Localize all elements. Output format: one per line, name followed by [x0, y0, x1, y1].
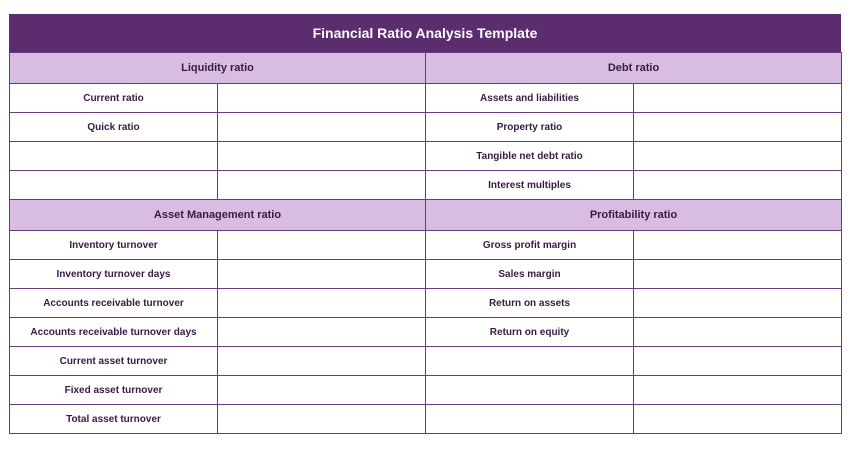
ratio-value-cell-right[interactable] [634, 113, 842, 142]
ratio-value-cell-left[interactable] [218, 113, 426, 142]
section-header-row [10, 200, 842, 231]
table-row [10, 84, 842, 113]
ratio-label-left: Inventory turnover days [10, 260, 218, 289]
ratio-label-right: Sales margin [426, 260, 634, 289]
ratio-label-left [10, 142, 218, 171]
table-row [10, 231, 842, 260]
ratio-value-cell-left[interactable] [218, 171, 426, 200]
ratio-label-left: Quick ratio [10, 113, 218, 142]
ratio-label-right: Return on equity [426, 318, 634, 347]
ratio-value-cell-left[interactable] [218, 289, 426, 318]
ratio-value-cell-right[interactable] [634, 376, 842, 405]
ratio-value-cell-left[interactable] [218, 318, 426, 347]
ratio-value-cell-right[interactable] [634, 405, 842, 434]
ratio-label-left: Current ratio [10, 84, 218, 113]
ratio-label-left: Fixed asset turnover [10, 376, 218, 405]
table-row [10, 171, 842, 200]
ratio-label-right [426, 347, 634, 376]
ratio-label-left: Total asset turnover [10, 405, 218, 434]
ratio-label-right [426, 376, 634, 405]
section-heading-left: Liquidity ratio [10, 53, 426, 84]
ratio-label-left: Inventory turnover [10, 231, 218, 260]
ratio-label-right [426, 405, 634, 434]
table-row [10, 318, 842, 347]
ratio-value-cell-right[interactable] [634, 231, 842, 260]
ratio-value-cell-left[interactable] [218, 347, 426, 376]
ratio-label-right: Return on assets [426, 289, 634, 318]
section-header-row [10, 53, 842, 84]
ratio-label-left: Current asset turnover [10, 347, 218, 376]
table-row [10, 347, 842, 376]
table-row [10, 376, 842, 405]
ratio-label-right: Assets and liabilities [426, 84, 634, 113]
ratio-value-cell-left[interactable] [218, 142, 426, 171]
ratio-template-sheet [9, 14, 841, 434]
ratio-value-cell-right[interactable] [634, 171, 842, 200]
table-row [10, 260, 842, 289]
sheet-title: Financial Ratio Analysis Template [9, 14, 841, 52]
ratio-value-cell-right[interactable] [634, 260, 842, 289]
ratio-value-cell-left[interactable] [218, 84, 426, 113]
ratio-value-cell-left[interactable] [218, 405, 426, 434]
ratio-label-right: Gross profit margin [426, 231, 634, 260]
ratio-label-left: Accounts receivable turnover days [10, 318, 218, 347]
ratio-label-right: Property ratio [426, 113, 634, 142]
table-row [10, 289, 842, 318]
ratio-value-cell-right[interactable] [634, 289, 842, 318]
ratio-table [9, 52, 842, 434]
ratio-value-cell-left[interactable] [218, 376, 426, 405]
ratio-label-right: Interest multiples [426, 171, 634, 200]
ratio-value-cell-right[interactable] [634, 142, 842, 171]
ratio-label-right: Tangible net debt ratio [426, 142, 634, 171]
ratio-value-cell-left[interactable] [218, 260, 426, 289]
section-heading-right: Profitability ratio [426, 200, 842, 231]
table-row [10, 405, 842, 434]
ratio-value-cell-left[interactable] [218, 231, 426, 260]
ratio-value-cell-right[interactable] [634, 347, 842, 376]
section-heading-right: Debt ratio [426, 53, 842, 84]
ratio-value-cell-right[interactable] [634, 318, 842, 347]
ratio-label-left: Accounts receivable turnover [10, 289, 218, 318]
section-heading-left: Asset Management ratio [10, 200, 426, 231]
table-row [10, 113, 842, 142]
table-row [10, 142, 842, 171]
ratio-label-left [10, 171, 218, 200]
ratio-value-cell-right[interactable] [634, 84, 842, 113]
